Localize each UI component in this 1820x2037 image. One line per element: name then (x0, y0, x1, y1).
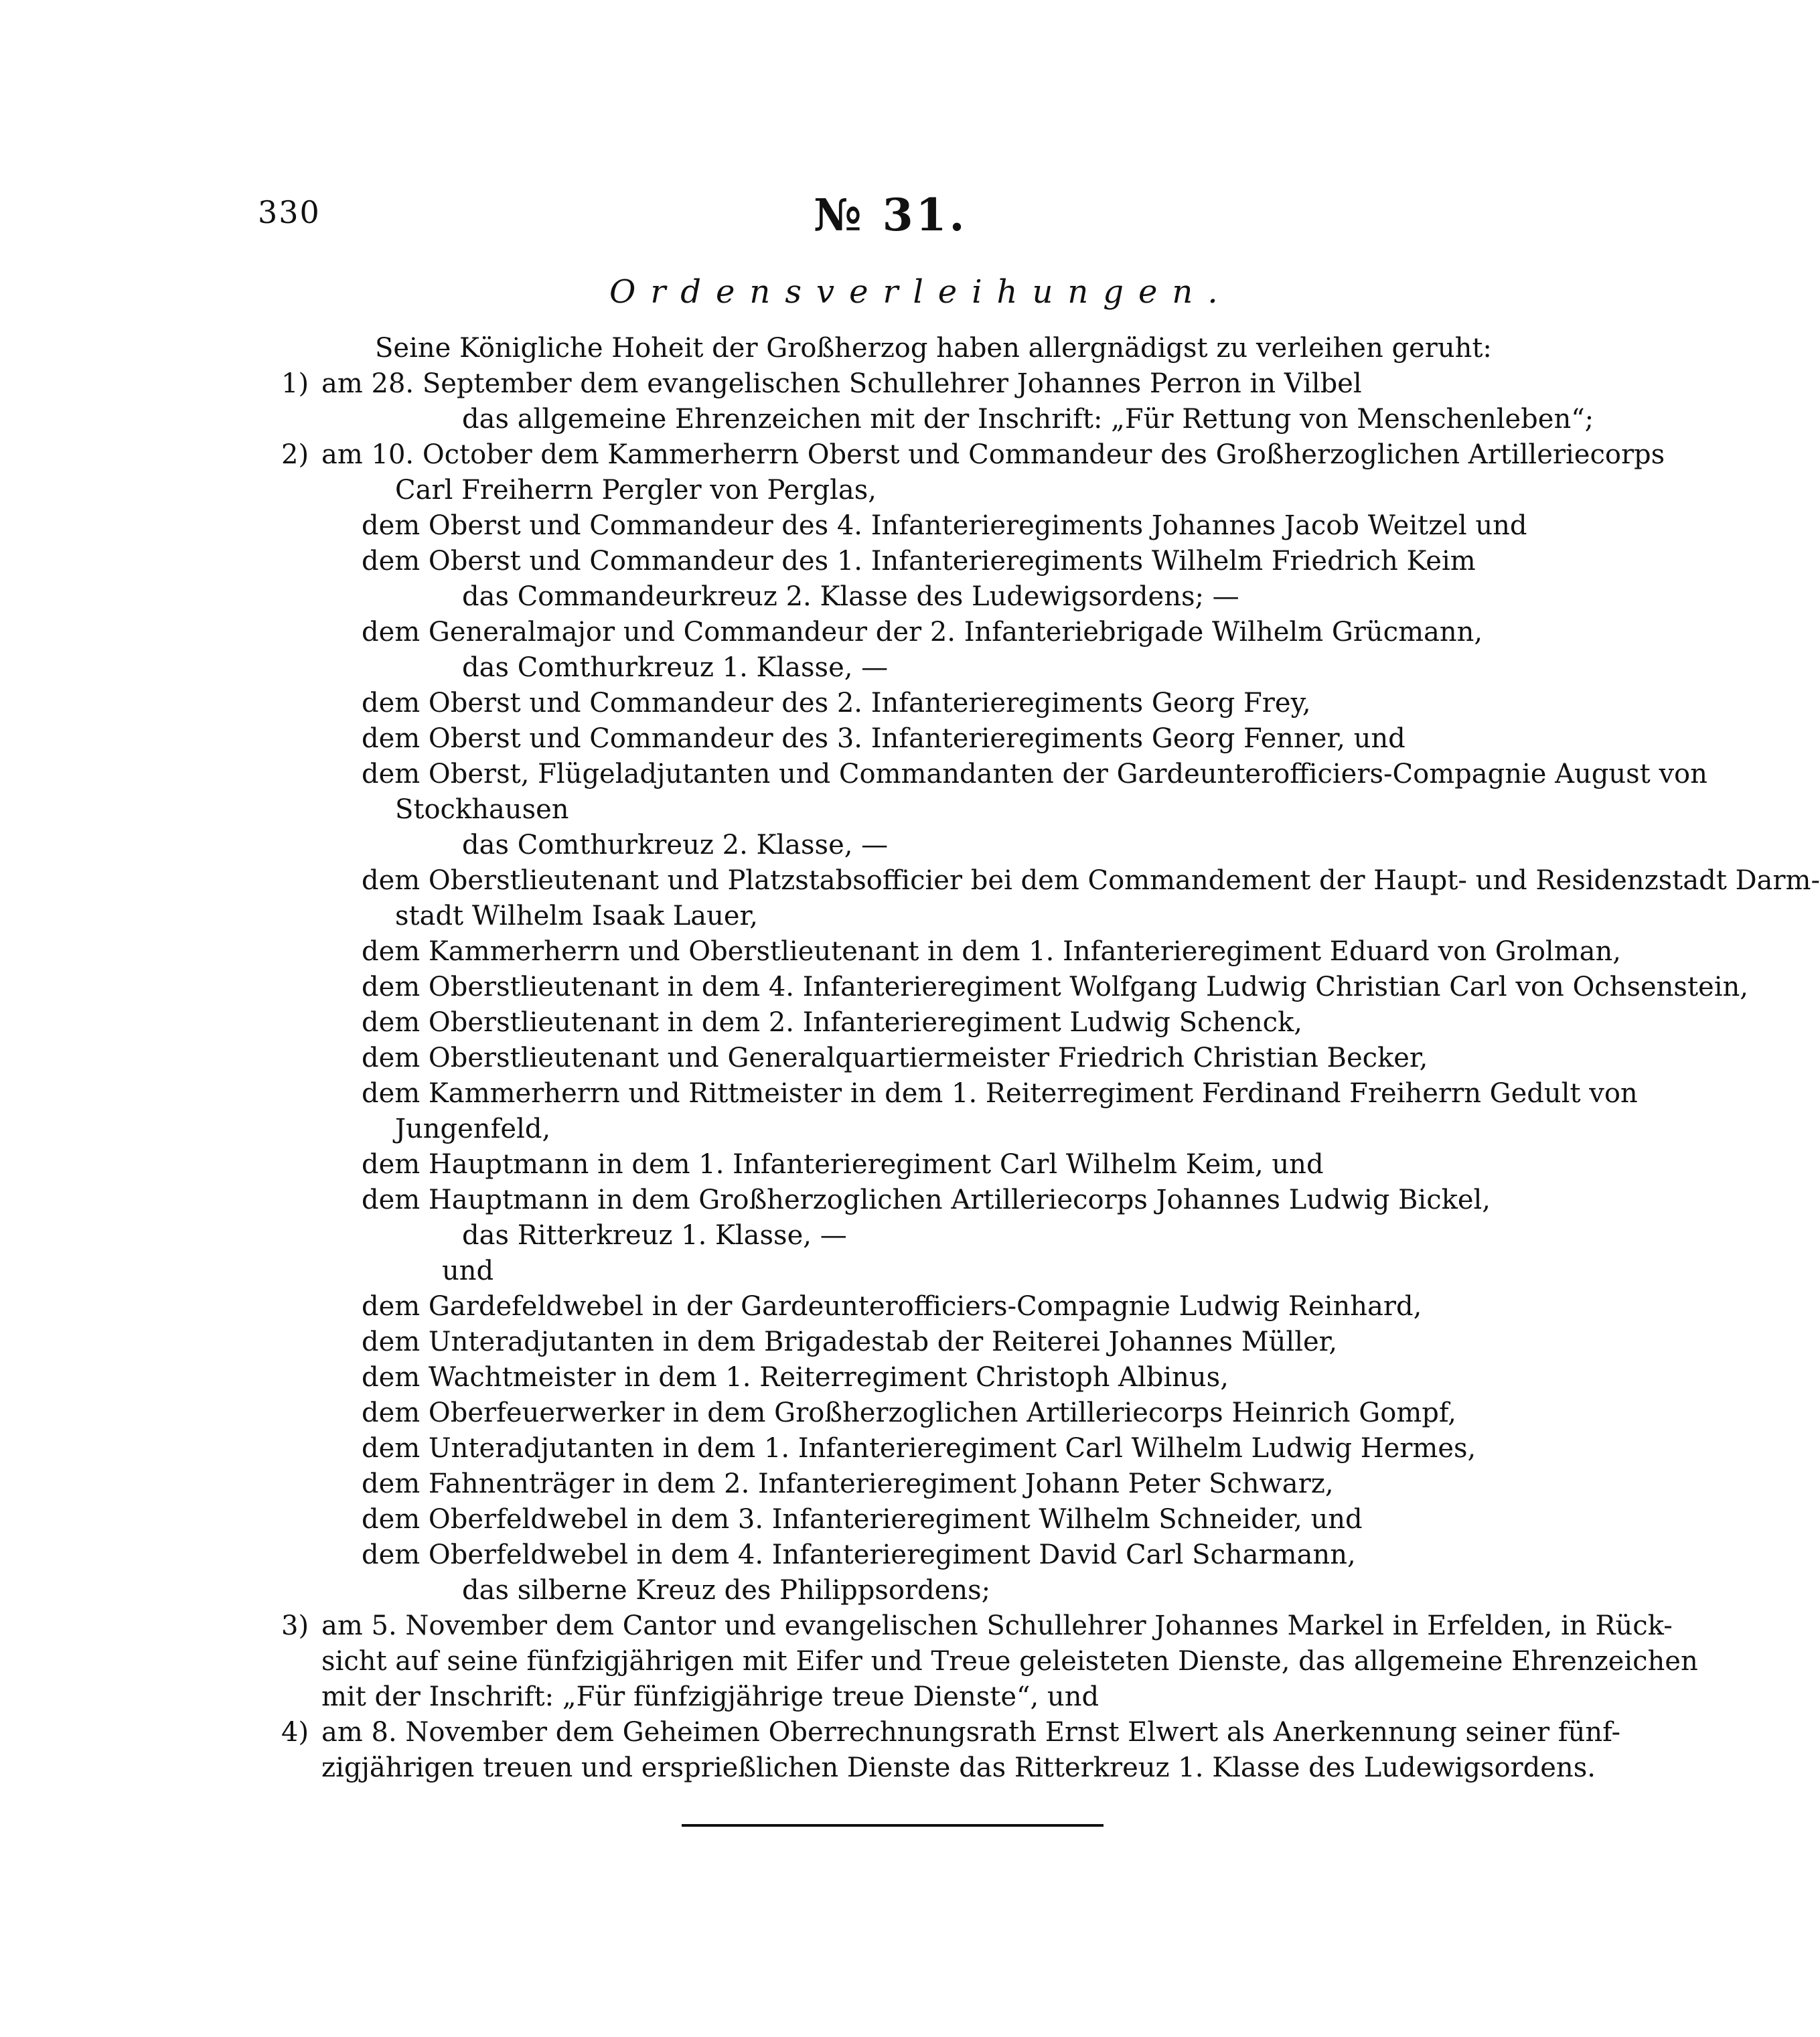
item2-award: das Commandeurkreuz 2. Klasse des Ludewigsordens; — (462, 581, 1239, 612)
item2-line (281, 1573, 1520, 1608)
item2-line (281, 721, 1520, 757)
item3-text: sicht auf seine fünfzigjährigen mit Eifer und Treue geleisteten Dienste, das allgemeine Ehrenzeichen (321, 1646, 1698, 1677)
item2-line (281, 1041, 1520, 1076)
item2-text: dem Oberst und Commandeur des 2. Infanterieregiments Georg Frey, (362, 688, 1311, 719)
item2-line (281, 1360, 1520, 1395)
item2-line (281, 1183, 1520, 1218)
item2-text: Stockhausen (395, 794, 569, 825)
item2-line (281, 1147, 1520, 1183)
item2-text: dem Oberstlieutenant in dem 4. Infanterieregiment Wolfgang Ludwig Christian Carl von Ochsenstein, (362, 972, 1748, 1002)
item2-line (281, 1466, 1520, 1502)
item4-text: zigjährigen treuen und ersprießlichen Dienste das Ritterkreuz 1. Klasse des Ludewigsordens. (321, 1752, 1596, 1783)
item2-award: das silberne Kreuz des Philippsordens; (462, 1575, 991, 1606)
item2-text: stadt Wilhelm Isaak Lauer, (395, 901, 758, 931)
item2-award: das Comthurkreuz 2. Klasse, — (462, 830, 889, 860)
item1-line (281, 366, 1520, 402)
item2-line (281, 1289, 1520, 1325)
item2-line (281, 1537, 1520, 1573)
item2-text: dem Gardefeldwebel in der Gardeunterofficiers-Compagnie Ludwig Reinhard, (362, 1291, 1422, 1322)
item2-number: 2) (281, 439, 309, 470)
item2-text: dem Unteradjutanten in dem Brigadestab der Reiterei Johannes Müller, (362, 1327, 1338, 1357)
item2-line (281, 828, 1520, 863)
item3-line (281, 1679, 1520, 1715)
item3-line (281, 1644, 1698, 1679)
item2-line (281, 473, 1520, 508)
item4-number: 4) (281, 1717, 309, 1748)
item2-line (281, 686, 1520, 721)
item2-text: dem Oberfeldwebel in dem 4. Infanterieregiment David Carl Scharmann, (362, 1539, 1356, 1570)
item2-text: dem Hauptmann in dem Großherzoglichen Artilleriecorps Johannes Ludwig Bickel, (362, 1185, 1491, 1215)
item2-line (281, 1395, 1520, 1431)
item2-text: dem Fahnenträger in dem 2. Infanterieregiment Johann Peter Schwarz, (362, 1468, 1334, 1499)
item2-text: dem Generalmajor und Commandeur der 2. Infanteriebrigade Wilhelm Grücmann, (362, 617, 1483, 648)
item2-text: dem Oberfeuerwerker in dem Großherzoglichen Artilleriecorps Heinrich Gompf, (362, 1398, 1456, 1428)
item2-text: am 10. October dem Kammerherrn Oberst und Commandeur des Großherzoglichen Artilleriecorps (321, 439, 1665, 470)
item2-text: dem Kammerherrn und Rittmeister in dem 1. Reiterregiment Ferdinand Freiherrn Gedult von (362, 1078, 1638, 1109)
item2-text: dem Oberstlieutenant in dem 2. Infanterieregiment Ludwig Schenck, (362, 1007, 1302, 1038)
item2-text: dem Kammerherrn und Oberstlieutenant in dem 1. Infanterieregiment Eduard von Grolman, (362, 936, 1621, 967)
issue-number: № 31. (814, 189, 968, 241)
item2-conjunction: und (442, 1256, 494, 1286)
item4-line (281, 1715, 1620, 1750)
item1-text: am 28. September dem evangelischen Schullehrer Johannes Perron in Vilbel (321, 368, 1362, 399)
item2-line (281, 792, 1520, 828)
item2-line (281, 544, 1520, 579)
item2-line (281, 1431, 1520, 1466)
intro-text: Seine Königliche Hoheit der Großherzog haben allergnädigst zu verleihen geruht: (375, 333, 1492, 364)
item2-line (281, 863, 1820, 899)
item4-line (281, 1750, 1596, 1786)
item3-line (281, 1608, 1673, 1644)
item1-number: 1) (281, 368, 309, 399)
item2-text: dem Oberfeldwebel in dem 3. Infanterieregiment Wilhelm Schneider, und (362, 1504, 1363, 1535)
item2-text: Carl Freiherrn Pergler von Perglas, (395, 475, 877, 506)
item2-line (281, 934, 1621, 970)
item2-line (281, 970, 1748, 1005)
item2-line (281, 579, 1520, 615)
item2-line (281, 1005, 1520, 1041)
item2-text: dem Oberst und Commandeur des 3. Infanterieregiments Georg Fenner, und (362, 723, 1406, 754)
item3-number: 3) (281, 1610, 309, 1641)
item2-line (281, 508, 1527, 544)
intro-line (281, 331, 1520, 366)
item2-line (281, 437, 1665, 473)
item2-line (281, 1218, 1520, 1254)
item4-text: am 8. November dem Geheimen Oberrechnungsrath Ernst Elwert als Anerkennung seiner fünf- (321, 1717, 1620, 1748)
item2-line (281, 899, 1520, 934)
item2-text: dem Unteradjutanten in dem 1. Infanterieregiment Carl Wilhelm Ludwig Hermes, (362, 1433, 1476, 1464)
item3-text: am 5. November dem Cantor und evangelischen Schullehrer Johannes Markel in Erfelden, in Rück- (321, 1610, 1673, 1641)
item2-award: das Comthurkreuz 1. Klasse, — (462, 652, 889, 683)
item2-text: dem Oberst und Commandeur des 4. Infanterieregiments Johannes Jacob Weitzel und (362, 510, 1527, 541)
item2-line (281, 1502, 1520, 1537)
section-title: Ordensverleihungen. (609, 273, 1233, 311)
document-body (281, 331, 1820, 1786)
item2-text: dem Wachtmeister in dem 1. Reiterregiment Christoph Albinus, (362, 1362, 1229, 1393)
item2-text: dem Oberst, Flügeladjutanten und Commandanten der Gardeunterofficiers-Compagnie August von (362, 759, 1708, 789)
item3-text: mit der Inschrift: „Für fünfzigjährige treue Dienste“, und (321, 1681, 1099, 1712)
item2-line (281, 615, 1520, 650)
item2-line (281, 650, 1520, 686)
item2-text: dem Hauptmann in dem 1. Infanterieregiment Carl Wilhelm Keim, und (362, 1149, 1324, 1180)
page-number: 330 (258, 194, 321, 230)
item2-line (281, 757, 1708, 792)
closing-rule (682, 1824, 1104, 1827)
item1-award: das allgemeine Ehrenzeichen mit der Inschrift: „Für Rettung von Menschenleben“; (462, 404, 1594, 435)
item2-text: Jungenfeld, (395, 1114, 551, 1144)
item2-line (281, 1112, 1520, 1147)
item1-line (281, 402, 1594, 437)
item2-line (281, 1325, 1520, 1360)
item2-text: dem Oberst und Commandeur des 1. Infanterieregiments Wilhelm Friedrich Keim (362, 546, 1476, 577)
item2-line (281, 1254, 1520, 1289)
item2-text: dem Oberstlieutenant und Platzstabsofficier bei dem Commandement der Haupt- und Residenzstadt Darm- (362, 865, 1820, 896)
item2-text: dem Oberstlieutenant und Generalquartiermeister Friedrich Christian Becker, (362, 1043, 1428, 1073)
item2-line (281, 1076, 1638, 1112)
item2-award: das Ritterkreuz 1. Klasse, — (462, 1220, 847, 1251)
